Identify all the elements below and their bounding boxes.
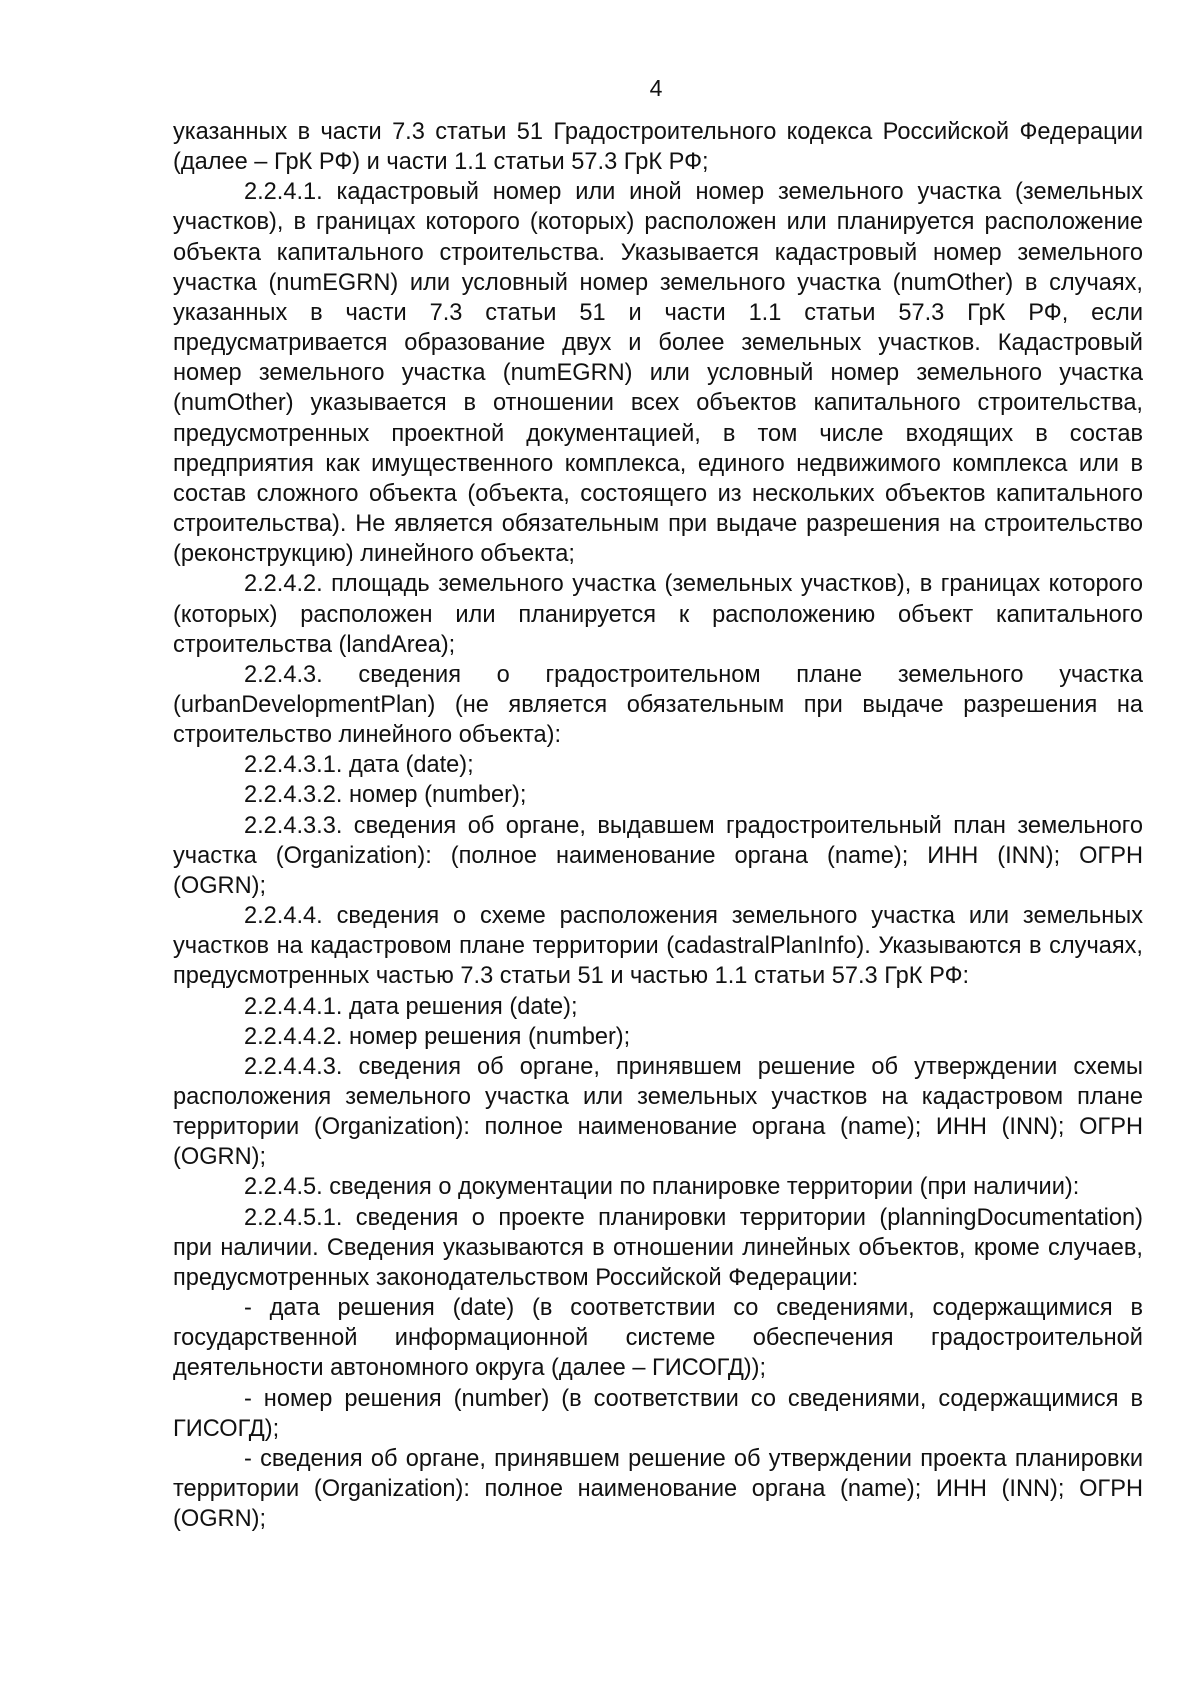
list-item-organization: - сведения об органе, принявшем решение об утверждении проекта планировки территории (Organization): полное наименование органа (name); ИНН (INN); ОГРН (OGRN); (173, 1445, 1143, 1533)
paragraph-2-2-4-3: 2.2.4.3. сведения о градостроительном плане земельного участка (urbanDevelopmentPlan) (не является обязательным при выдаче разрешения на строительство линейного объекта): (173, 661, 1143, 749)
paragraph-2-2-4-4-1: 2.2.4.4.1. дата решения (date); (244, 993, 578, 1020)
paragraph-2-2-4-1: 2.2.4.1. кадастровый номер или иной номер земельного участка (земельных участков), в границах которого (которых) расположен или планируется расположение объекта капитального строительства. Указывается кадастровый номер земельного участка (numEGRN) или условный номер земельного участка (numOther) в случаях, указанных в части 7.3 статьи 51 и части 1.1 статьи 57.3 ГрК РФ, если предусматривается образование двух и более земельных участков. Кадастровый номер земельного участка (numEGRN) или условный номер земельного участка (numOther) указывается в отношении всех объектов капитального строительства, предусмотренных проектной документацией, в том числе входящих в состав предприятия как имущественного комплекса, единого недвижимого комплекса или в состав сложного объекта (объекта, состоящего из нескольких объектов капитального строительства). Не является обязательным при выдаче разрешения на строительство (реконструкцию) линейного объекта; (173, 179, 1143, 568)
list-item-decision-date: - дата решения (date) (в соответствии со сведениями, содержащимися в государственной информационной системе обеспечения градостроительной деятельности автономного округа (далее – ГИСОГД)); (173, 1295, 1143, 1382)
document-body (173, 117, 1143, 1534)
paragraph-2-2-4-3-2: 2.2.4.3.2. номер (number); (244, 782, 527, 809)
paragraph-2-2-4-4-3: 2.2.4.4.3. сведения об органе, принявшем решение об утверждении схемы расположения земельного участка или земельных участков на кадастровом плане территории (Organization): полное наименование органа (name); ИНН (INN); ОГРН (OGRN); (173, 1053, 1143, 1171)
paragraph-2-2-4-3-1: 2.2.4.3.1. дата (date); (244, 752, 474, 779)
paragraph-continuation: указанных в части 7.3 статьи 51 Градостроительного кодекса Российской Федерации (далее – ГрК РФ) и части 1.1 статьи 57.3 ГрК РФ; (173, 119, 1143, 176)
paragraph-2-2-4-4-2: 2.2.4.4.2. номер решения (number); (244, 1023, 631, 1050)
page-number: 4 (649, 75, 663, 101)
paragraph-2-2-4-2: 2.2.4.2. площадь земельного участка (земельных участков), в границах которого (которых) расположен или планируется к расположению объект капитального строительства (landArea); (173, 571, 1143, 658)
paragraph-2-2-4-3-3: 2.2.4.3.3. сведения об органе, выдавшем градостроительный план земельного участка (Organization): (полное наименование органа (name); ИНН (INN); ОГРН (OGRN); (173, 812, 1143, 899)
paragraph-2-2-4-5-1: 2.2.4.5.1. сведения о проекте планировки территории (planningDocumentation) при наличии. Сведения указываются в отношении линейных объектов, кроме случаев, предусмотренных законодательством Российской Федерации: (173, 1204, 1143, 1291)
paragraph-2-2-4-4: 2.2.4.4. сведения о схеме расположения земельного участка или земельных участков на кадастровом плане территории (cadastralPlanInfo). Указываются в случаях, предусмотренных частью 7.3 статьи 51 и частью 1.1 статьи 57.3 ГрК РФ: (173, 903, 1143, 990)
list-item-decision-number: - номер решения (number) (в соответствии со сведениями, содержащимися в ГИСОГД); (173, 1385, 1143, 1442)
paragraph-2-2-4-5: 2.2.4.5. сведения о документации по планировке территории (при наличии): (244, 1174, 1080, 1201)
